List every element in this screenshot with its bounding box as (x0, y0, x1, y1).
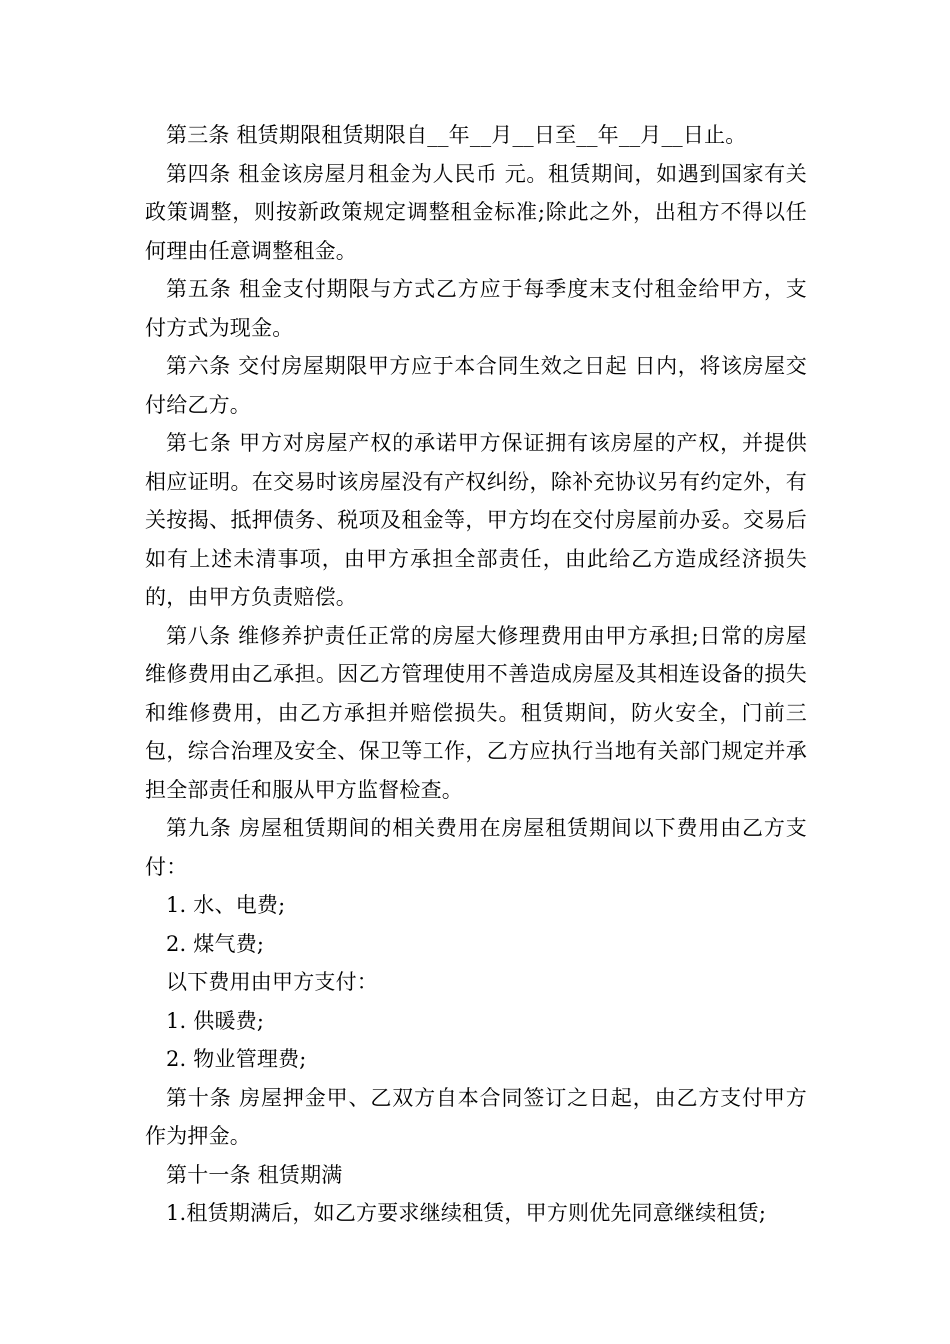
clause-9-fees: 第九条 房屋租赁期间的相关费用在房屋租赁期间以下费用由乙方支付： (145, 816, 807, 879)
clause-11-heading: 第十一条 租赁期满 (166, 1162, 343, 1187)
document-page (145, 116, 807, 1233)
clause-7-property-rights: 第七条 甲方对房屋产权的承诺甲方保证拥有该房屋的产权，并提供相应证明。在交易时该房屋没有产权纠纷，除补充协议另有约定外，有关按揭、抵押债务、税项及租金等，甲方均在交付房屋前办妥。交易后如有上述未清事项，由甲方承担全部责任，由此给乙方造成经济损失的，由甲方负责赔偿。 (145, 431, 807, 609)
list-item: 1.租赁期满后，如乙方要求继续租赁，甲方则优先同意继续租赁; (166, 1201, 767, 1225)
clause-6-delivery: 第六条 交付房屋期限甲方应于本合同生效之日起 日内，将该房屋交付给乙方。 (145, 354, 807, 417)
clause-10-deposit: 第十条 房屋押金甲、乙双方自本合同签订之日起，由乙方支付甲方作为押金。 (145, 1085, 807, 1148)
list-item: 以下费用由甲方支付： (166, 970, 378, 994)
clause-8-maintenance: 第八条 维修养护责任正常的房屋大修理费用由甲方承担;日常的房屋维修费用由乙承担。因乙方管理使用不善造成房屋及其相连设备的损失和维修费用，由乙方承担并赔偿损失。租赁期间，防火安全，门前三包，综合治理及安全、保卫等工作，乙方应执行当地有关部门规定并承担全部责任和服从甲方监督检查。 (145, 623, 807, 802)
clause-4-rent: 第四条 租金该房屋月租金为人民币 元。租赁期间，如遇到国家有关政策调整，则按新政策规定调整租金标准;除此之外，出租方不得以任何理由任意调整租金。 (145, 161, 807, 263)
clause-5-payment: 第五条 租金支付期限与方式乙方应于每季度末支付租金给甲方，支付方式为现金。 (145, 277, 807, 340)
clause-3-rental-term: 第三条 租赁期限租赁期限自__年__月__日至__年__月__日止。 (166, 123, 747, 147)
list-item: 1. 水、电费; (166, 893, 286, 917)
list-item: 2. 煤气费; (166, 931, 265, 956)
list-item: 1. 供暖费; (166, 1008, 265, 1033)
list-item: 2. 物业管理费; (166, 1047, 307, 1071)
